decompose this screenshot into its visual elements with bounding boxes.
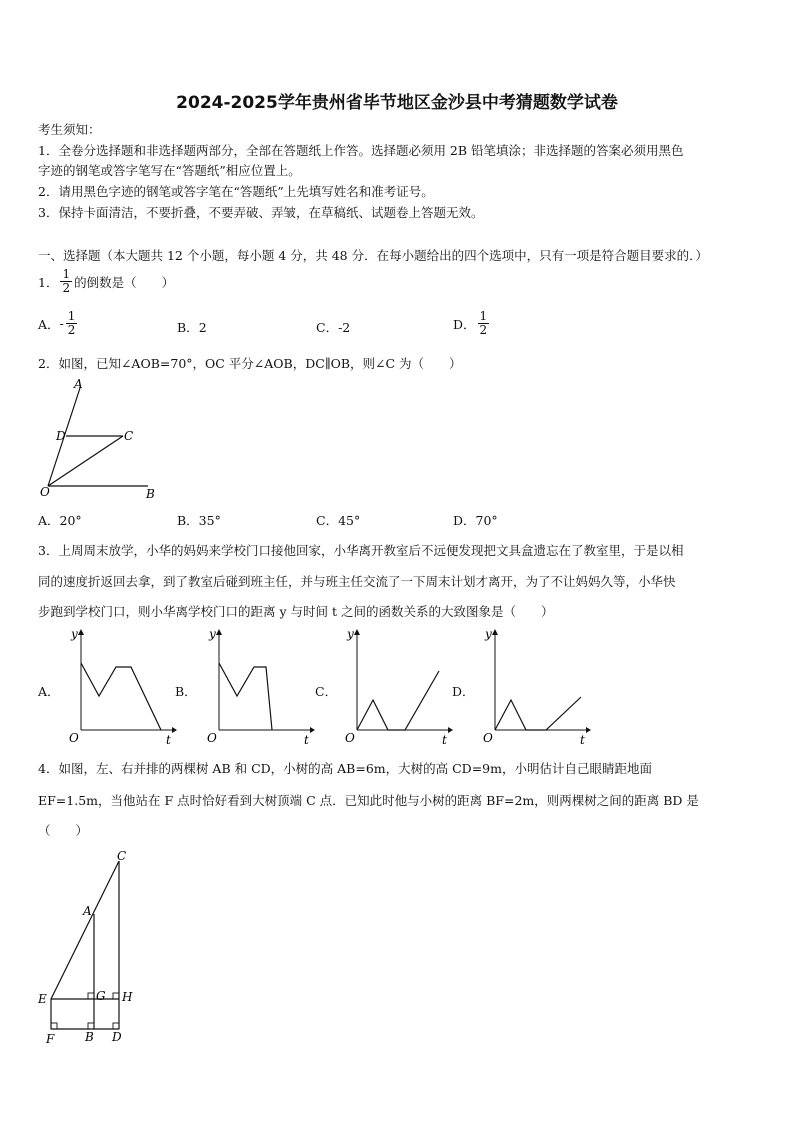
graph-b-y-arrow (216, 629, 222, 635)
q2-figure (38, 374, 168, 502)
question-1 (38, 268, 174, 295)
q4-right-angle-d (113, 1023, 119, 1029)
q4-right-angle-g (88, 993, 94, 999)
graph-d-t-arrow (586, 727, 591, 733)
q2-label-b: B (146, 487, 155, 501)
q4-line-ec (51, 861, 119, 999)
graph-b-t-arrow (310, 727, 315, 733)
graph-d-t-label: t (580, 733, 585, 747)
section-heading: 一、选择题（本大题共 12 个小题，每小题 4 分，共 48 分．在每小题给出的四个选项中，只有一项是符合题目要求的．） (38, 248, 708, 263)
q4-figure (34, 846, 144, 1046)
q1-option-a-fraction (66, 310, 78, 337)
graph-c-y-arrow (354, 629, 360, 635)
q1-fraction (60, 268, 72, 295)
graph-a-y-label: y (71, 627, 78, 641)
q1-option-b-value: 2 (198, 320, 207, 335)
q1-text: 的倒数是（ ） (74, 274, 175, 290)
q1-option-b-label: B． (177, 320, 199, 335)
q2-option-d: D．70° (453, 513, 498, 528)
q4-label-c: C (117, 849, 127, 863)
q3-graph-d (474, 626, 592, 748)
q1-option-a-label: A． (38, 316, 60, 332)
q4-right-angle-h (113, 993, 119, 999)
q4-label-e: E (38, 992, 47, 1006)
q1-option-c (316, 318, 350, 336)
q1-option-d-num: 1 (479, 309, 488, 323)
graph-b-y-label: y (209, 627, 216, 641)
notice-line-3: 2．请用黑色字迹的钢笔或答字笔在“答题纸”上先填写姓名和准考证号。 (38, 184, 434, 199)
question-2: 2．如图，已知∠AOB=70°，OC 平分∠AOB，DC∥OB，则∠C 为（ ） (38, 356, 462, 371)
q1-option-a (38, 310, 79, 337)
notice-heading: 考生须知： (38, 122, 101, 137)
q4-label-h: H (122, 990, 133, 1004)
graph-c-curve (357, 671, 439, 730)
graph-a-t-arrow (172, 727, 177, 733)
graph-a-y-arrow (78, 629, 84, 635)
q3-option-c-label: C． (315, 684, 338, 699)
graph-d-y-label: y (485, 627, 492, 641)
q1-frac-num: 1 (62, 267, 71, 281)
q4-line-1: 4．如图，左、右并排的两棵树 AB 和 CD，小树的高 AB=6m，大树的高 CD=9m，小明估计自己眼睛距地面 (38, 761, 652, 776)
q3-line-1: 3．上周周末放学，小华的妈妈来学校门口接他回家，小华离开教室后不远便发现把文具盒遗忘在了教室里，于是以相 (38, 543, 684, 558)
graph-d-curve (495, 697, 581, 730)
q3-option-a-label: A． (38, 684, 60, 699)
q1-option-c-value: -2 (338, 320, 351, 335)
q4-label-b: B (85, 1030, 94, 1044)
graph-d-y-arrow (492, 629, 498, 635)
q4-line-2: EF=1.5m，当他站在 F 点时恰好看到大树顶端 C 点．已知此时他与小树的距离 BF=2m，则两棵树之间的距离 BD 是 (38, 793, 699, 808)
q3-graph-b (198, 626, 316, 748)
graph-c-y-label: y (347, 627, 354, 641)
q3-graph-c (336, 626, 454, 748)
q4-line-3: （ ） (38, 823, 89, 838)
q1-option-d-label: D． (453, 316, 476, 332)
q3-line-3: 步跑到学校门口，则小华离学校门口的距离 y 与时间 t 之间的函数关系的大致图象是（ ） (38, 604, 554, 619)
page-title: 2024-2025学年贵州省毕节地区金沙县中考猜题数学试卷 (176, 93, 618, 113)
q3-option-b-label: B． (175, 684, 197, 699)
graph-b-curve (219, 663, 272, 730)
q1-option-d (453, 310, 491, 337)
q1-option-d-fraction (478, 310, 490, 337)
graph-b-origin: O (207, 731, 217, 745)
notice-line-4: 3．保持卡面清洁，不要折叠，不要弄破、弄皱，在草稿纸、试题卷上答题无效。 (38, 205, 484, 220)
q2-option-b: B．35° (177, 513, 221, 528)
q4-label-d: D (112, 1030, 122, 1044)
graph-a-curve (81, 663, 161, 730)
q2-option-c: C．45° (316, 513, 361, 528)
graph-c-t-label: t (442, 733, 447, 747)
q1-option-a-prefix: - (59, 316, 64, 331)
q1-option-b (177, 318, 207, 336)
q2-label-c: C (124, 429, 134, 443)
q2-label-d: D (56, 429, 66, 443)
q1-frac-den: 2 (62, 281, 71, 295)
graph-c-origin: O (345, 731, 355, 745)
q3-graph-a (60, 626, 178, 748)
graph-c-t-arrow (448, 727, 453, 733)
notice-line-1: 1．全卷分选择题和非选择题两部分，全部在答题纸上作答。选择题必须用 2B 铅笔填涂；非选择题的答案必须用黑色 (38, 143, 684, 158)
q3-option-d-label: D． (452, 684, 475, 699)
notice-line-2: 字迹的钢笔或答字笔写在“答题纸”相应位置上。 (38, 163, 301, 178)
graph-b-t-label: t (304, 733, 309, 747)
q4-label-g: G (96, 989, 106, 1003)
q4-label-a: A (83, 904, 92, 918)
q2-option-a: A．20° (38, 513, 82, 528)
q4-right-angle-f (51, 1023, 57, 1029)
graph-d-origin: O (483, 731, 493, 745)
graph-a-t-label: t (166, 733, 171, 747)
q1-number: 1． (38, 274, 59, 290)
q1-option-a-num: 1 (67, 309, 76, 323)
q1-option-d-den: 2 (479, 323, 488, 337)
graph-a-origin: O (69, 731, 79, 745)
q1-option-a-den: 2 (67, 323, 76, 337)
q1-option-c-label: C． (316, 320, 339, 335)
q3-line-2: 同的速度折返回去拿，到了教室后碰到班主任，并与班主任交流了一下周末计划才离开，为了不让妈妈久等，小华快 (38, 574, 676, 589)
q4-right-angle-b (88, 1023, 94, 1029)
q2-line-oc (48, 436, 123, 486)
q2-label-a: A (74, 377, 83, 391)
q4-label-f: F (46, 1032, 55, 1046)
q2-label-o: O (40, 485, 50, 499)
